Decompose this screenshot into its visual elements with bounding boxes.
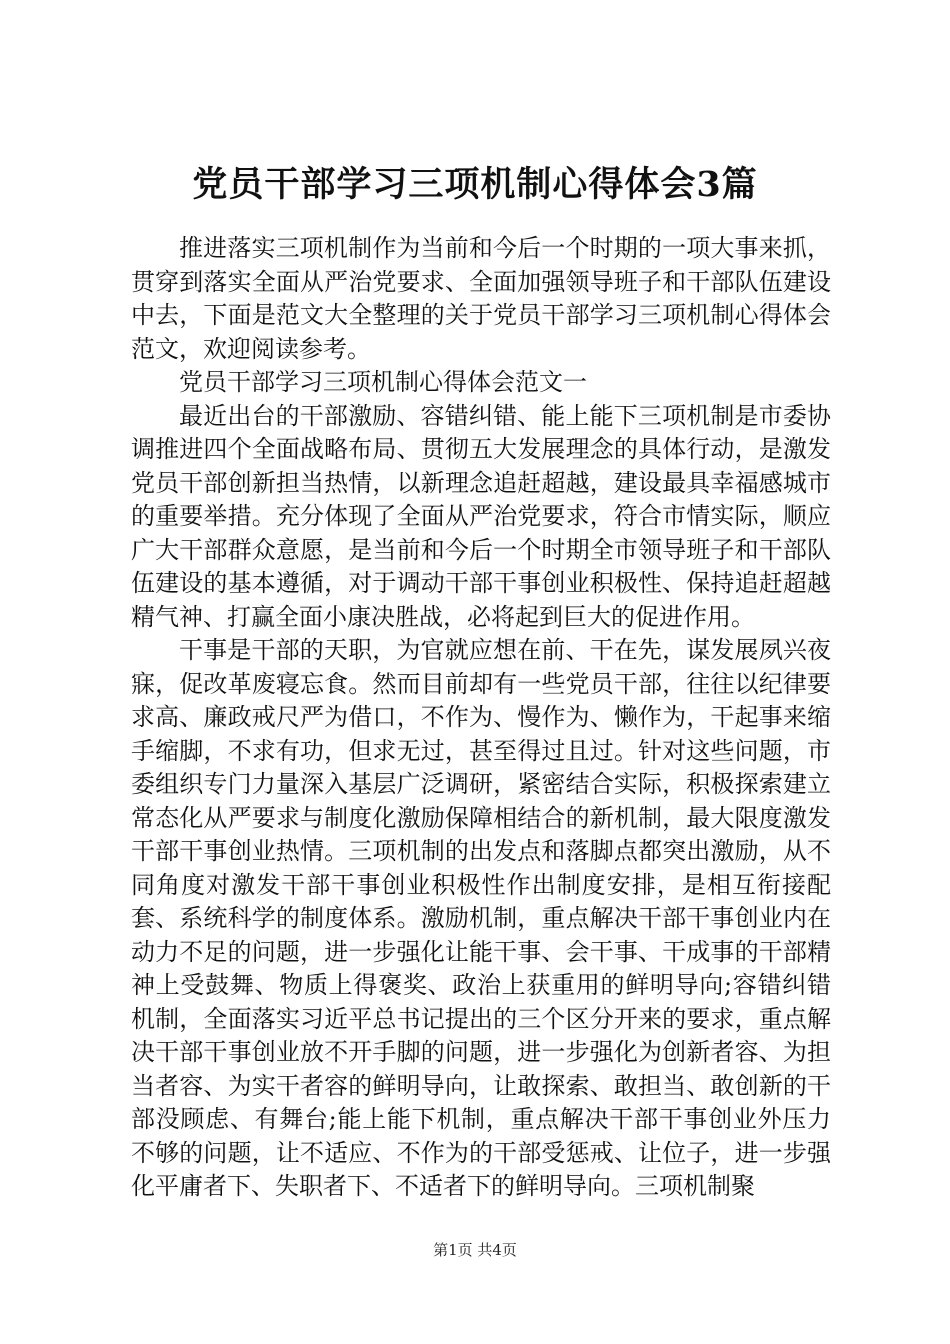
document-body	[131, 232, 831, 1204]
intro-paragraph: 推进落实三项机制作为当前和今后一个时期的一项大事来抓，贯穿到落实全面从严治党要求、全面加强领导班子和干部队伍建设中去，下面是范文大全整理的关于党员干部学习三项机制心得体会范文，欢迎阅读参考。	[131, 234, 831, 363]
section-heading: 党员干部学习三项机制心得体会范文一	[179, 368, 587, 396]
body-paragraph: 干事是干部的天职，为官就应想在前、干在先，谋发展夙兴夜寐，促改革废寝忘食。然而目前却有一些党员干部，往往以纪律要求高、廉政戒尺严为借口，不作为、慢作为、懒作为，干起事来缩手缩脚，不求有功，但求无过，甚至得过且过。针对这些问题，市委组织专门力量深入基层广泛调研，紧密结合实际，积极探索建立常态化从严要求与制度化激励保障相结合的新机制，最大限度激发干部干事创业热情。三项机制的出发点和落脚点都突出激励，从不同角度对激发干部干事创业积极性作出制度安排，是相互衔接配套、系统科学的制度体系。激励机制，重点解决干部干事创业内在动力不足的问题，进一步强化让能干事、会干事、干成事的干部精神上受鼓舞、物质上得褒奖、政治上获重用的鲜明导向;容错纠错机制，全面落实习近平总书记提出的三个区分开来的要求，重点解决干部干事创业放不开手脚的问题，进一步强化为创新者容、为担当者容、为实干者容的鲜明导向，让敢探索、敢担当、敢创新的干部没顾虑、有舞台;能上能下机制，重点解决干部干事创业外压力不够的问题，让不适应、不作为的干部受惩戒、让位子，进一步强化平庸者下、失职者下、不适者下的鲜明导向。三项机制聚	[131, 636, 831, 1200]
document-title: 党员干部学习三项机制心得体会3篇	[192, 164, 758, 205]
page-number-footer: 第1页 共4页	[433, 1241, 517, 1259]
body-paragraph: 最近出台的干部激励、容错纠错、能上能下三项机制是市委协调推进四个全面战略布局、贯彻五大发展理念的具体行动，是激发党员干部创新担当热情，以新理念追赶超越，建设最具幸福感城市的重要举措。充分体现了全面从严治党要求，符合市情实际，顺应广大干部群众意愿，是当前和今后一个时期全市领导班子和干部队伍建设的基本遵循，对于调动干部干事创业积极性、保持追赶超越精气神、打赢全面小康决胜战，必将起到巨大的促进作用。	[131, 401, 831, 631]
